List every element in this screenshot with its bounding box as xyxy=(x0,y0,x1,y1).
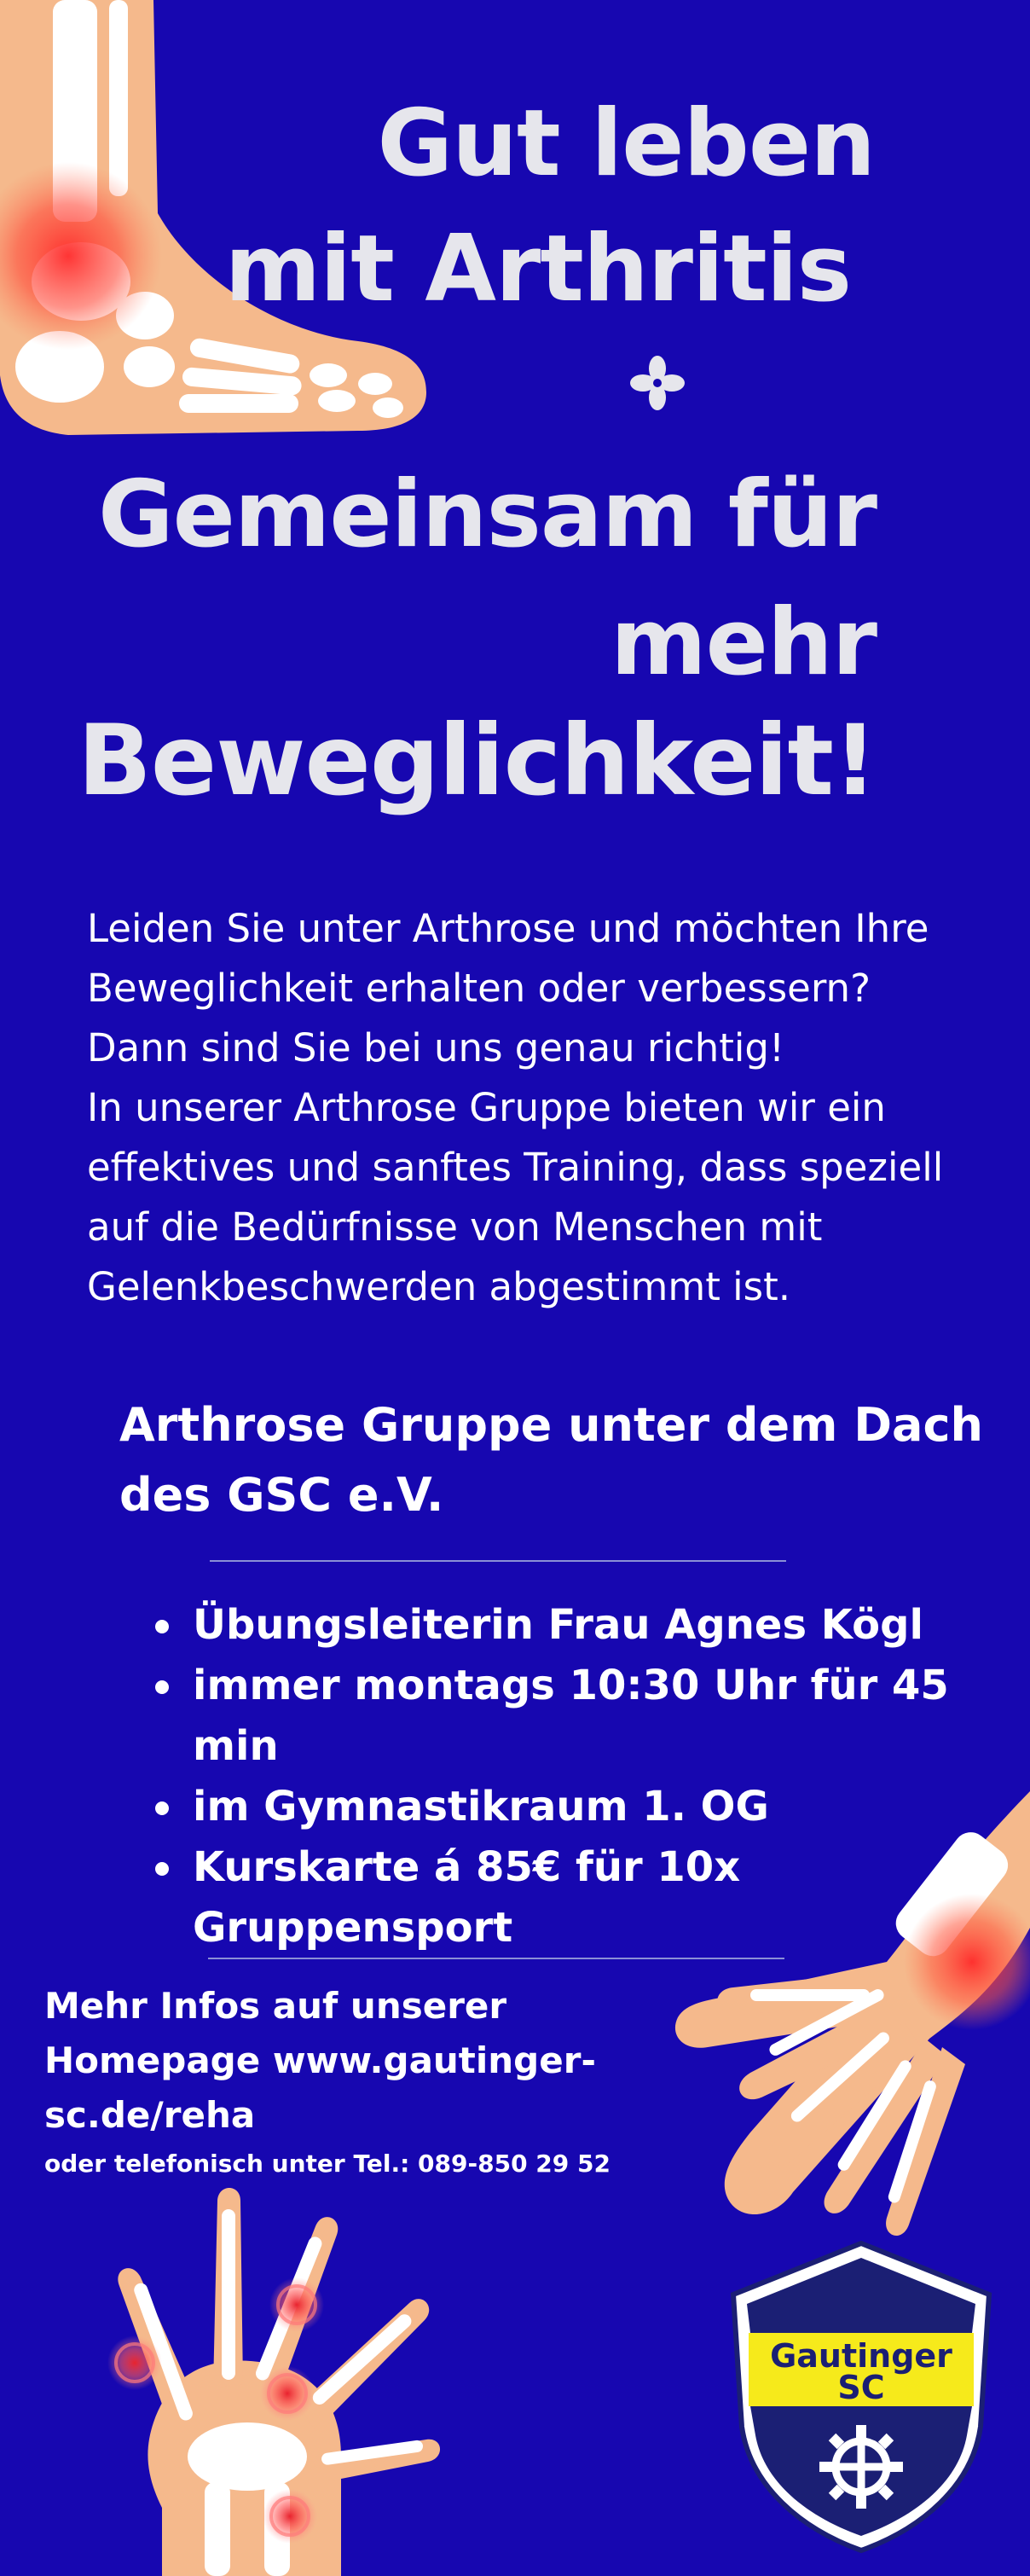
logo-text-line-2: SC xyxy=(837,2369,885,2406)
headline-line-5: Beweglichkeit! xyxy=(78,704,877,817)
four-petal-flower-icon xyxy=(629,355,686,411)
list-item: immer montags 10:30 Uhr für 45 min xyxy=(152,1656,970,1777)
list-item: Übungsleiterin Frau Agnes Kögl xyxy=(152,1595,970,1656)
logo-text-line-1: Gautinger xyxy=(770,2337,952,2375)
intro-line: Gelenkbeschwerden abgestimmt ist. xyxy=(87,1264,791,1309)
gautinger-sc-logo xyxy=(725,2239,998,2555)
contact-info xyxy=(44,1979,658,2185)
hand-xray-icon xyxy=(85,2184,443,2576)
homepage-link[interactable]: Homepage www.gautinger- xyxy=(44,2039,596,2081)
list-item: im Gymnastikraum 1. OG xyxy=(152,1777,970,1837)
intro-paragraph xyxy=(87,899,1008,1317)
homepage-link-cont[interactable]: sc.de/reha xyxy=(44,2094,256,2136)
list-item: Kurskarte á 85€ für 10x xyxy=(152,1837,970,1898)
headline-line-4: mehr xyxy=(610,589,877,696)
hand-xray-icon xyxy=(631,1791,1030,2252)
headline-line-2: mit Arthritis xyxy=(224,216,851,322)
phone-line: oder telefonisch unter Tel.: 089-850 29 52 xyxy=(44,2150,610,2178)
headline-line-3: Gemeinsam für xyxy=(97,461,877,568)
group-title-line-2: des GSC e.V. xyxy=(119,1468,444,1522)
intro-line: Beweglichkeit erhalten oder verbessern? xyxy=(87,966,871,1011)
divider-line xyxy=(210,1560,786,1562)
list-item-continuation: Gruppensport xyxy=(193,1904,513,1952)
headline-line-1: Gut leben xyxy=(377,90,875,197)
intro-line: Leiden Sie unter Arthrose und möchten Ihre xyxy=(87,906,929,951)
intro-line: auf die Bedürfnisse von Menschen mit xyxy=(87,1204,823,1250)
gear-icon xyxy=(814,2420,908,2514)
contact-line-1: Mehr Infos auf unserer xyxy=(44,1985,507,2027)
intro-line: In unserer Arthrose Gruppe bieten wir ein xyxy=(87,1085,886,1130)
intro-line: effektives und sanftes Training, dass speziell xyxy=(87,1145,944,1190)
group-title xyxy=(119,1390,989,1530)
group-title-line-1: Arthrose Gruppe unter dem Dach xyxy=(119,1398,983,1452)
intro-line: Dann sind Sie bei uns genau richtig! xyxy=(87,1025,784,1070)
